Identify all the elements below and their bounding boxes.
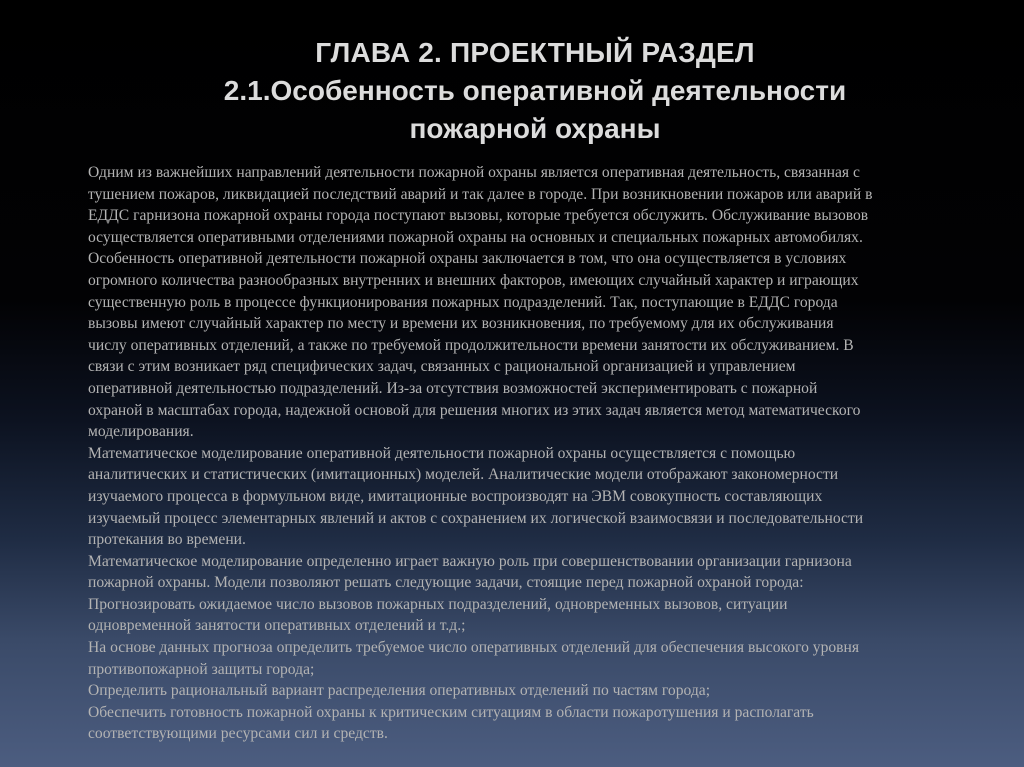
section-heading: 2.1.Особенность оперативной деятельности	[223, 75, 847, 106]
body-line: изучаемого процесса в формульном виде, имитационные воспроизводят на ЭВМ совокупность составляющих	[88, 487, 823, 505]
body-line: Математическое моделирование определенно играет важную роль при совершенствовании организации гарнизона	[88, 552, 852, 570]
body-line: Математическое моделирование оперативной деятельности пожарной охраны осуществляется с помощью	[88, 444, 796, 462]
body-line: соответствующими ресурсами сил и средств.	[88, 725, 388, 743]
chapter-heading: ГЛАВА 2. ПРОЕКТНЫЙ РАЗДЕЛ	[315, 37, 755, 68]
body-line: Прогнозировать ожидаемое число вызовов пожарных подразделений, одновременных вызовов, ситуации	[88, 595, 788, 613]
body-line: существенную роль в процессе функционирования пожарных подразделений. Так, поступающие в ЕДДС города	[88, 293, 838, 311]
body-line: осуществляется оперативными отделениями пожарной охраны на основных и специальных пожарных автомобилях.	[88, 228, 863, 246]
body-line: Определить рациональный вариант распределения оперативных отделений по частям города;	[88, 682, 711, 700]
body-line: тушением пожаров, ликвидацией последствий аварий и так далее в городе. При возникновении пожаров или аварий в	[88, 185, 873, 203]
slide-title	[200, 34, 870, 148]
body-line: оперативной деятельностью подразделений. Из-за отсутствия возможностей экспериментировать с пожарной	[88, 379, 818, 397]
body-line: ЕДДС гарнизона пожарной охраны города поступают вызовы, которые требуется обслужить. Обслуживание вызовов	[88, 207, 869, 225]
body-line: протекания во времени.	[88, 531, 246, 549]
body-line: огромного количества разнообразных внутренних и внешних факторов, имеющих случайный характер и играющих	[88, 271, 859, 289]
body-line: противопожарной защиты города;	[88, 660, 315, 678]
body-line: аналитических и статистических (имитационных) моделей. Аналитические модели отображают закономерности	[88, 466, 839, 484]
body-line: изучаемый процесс элементарных явлений и актов с сохранением их логической взаимосвязи и последовательности	[88, 509, 864, 527]
body-line: Особенность оперативной деятельности пожарной охраны заключается в том, что она осуществляется в условиях	[88, 250, 847, 268]
body-line: вызовы имеют случайный характер по месту и времени их возникновения, по требуемому для их обслуживания	[88, 315, 834, 333]
body-line: пожарной охраны. Модели позволяют решать следующие задачи, стоящие перед пожарной охраной города:	[88, 574, 804, 592]
body-line: одновременной занятости оперативных отделений и т.д.;	[88, 617, 466, 635]
section-heading-continued: пожарной охраны	[409, 113, 661, 144]
body-line: моделирования.	[88, 423, 194, 441]
body-line: Обеспечить готовность пожарной охраны к критическим ситуациям в области пожаротушения и располагать	[88, 703, 814, 721]
body-line: числу оперативных отделений, а также по требуемой продолжительности времени занятости их обслуживанием. В	[88, 336, 854, 354]
body-line: связи с этим возникает ряд специфических задач, связанных с рациональной организацией и управлением	[88, 358, 796, 376]
body-text	[88, 162, 1000, 745]
body-line: Одним из важнейших направлений деятельности пожарной охраны является оперативная деятельность, связанная с	[88, 164, 860, 181]
body-line: На основе данных прогноза определить требуемое число оперативных отделений для обеспечения высокого уровня	[88, 639, 860, 657]
body-line: охраной в масштабах города, надежной основой для решения многих из этих задач является метод математического	[88, 401, 861, 419]
